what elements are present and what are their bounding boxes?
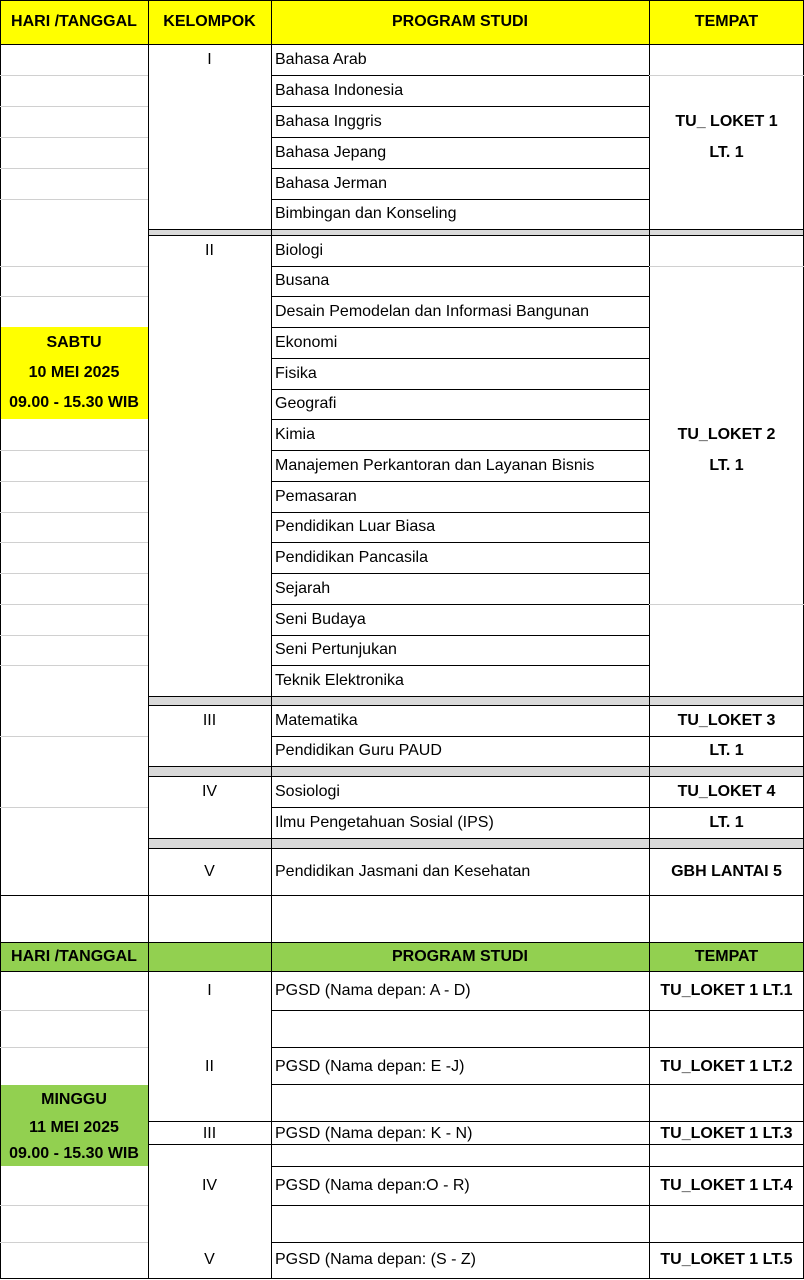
kelompok-cell: V [204, 862, 215, 880]
grid-line [271, 389, 649, 390]
grid-line [0, 0, 804, 1]
program-cell: Teknik Elektronika [275, 671, 404, 689]
grid-line [0, 44, 804, 45]
group-separator [148, 766, 804, 776]
grid-line [271, 665, 649, 666]
tempat-line2: LT. 1 [709, 813, 744, 831]
program-cell: Pendidikan Guru PAUD [275, 742, 442, 760]
kelompok-cell: III [202, 711, 217, 729]
program-cell: Bahasa Arab [275, 50, 367, 68]
tempat-line1: TU_ LOKET 1 [675, 113, 778, 130]
grid-line [148, 696, 804, 697]
grid-line [271, 807, 804, 808]
header2-tempat: TEMPAT [649, 942, 804, 971]
tempat-line1: TU_LOKET 2 [677, 426, 776, 443]
grid-line [271, 296, 649, 297]
grid-line [271, 512, 649, 513]
grid-line [0, 296, 148, 297]
program-cell: Bahasa Inggris [275, 112, 382, 130]
program-cell: Seni Budaya [275, 610, 366, 628]
tempat-cell: TU_LOKET 1 LT.2 [660, 1057, 793, 1075]
program-cell: Seni Pertunjukan [275, 641, 397, 659]
grid-line [271, 199, 649, 200]
grid-line [0, 481, 148, 482]
tempat-line1: TU_LOKET 4 [677, 782, 776, 800]
grid-line [0, 736, 148, 737]
grid-line [0, 1205, 148, 1206]
header2-hari-tanggal: HARI /TANGGAL [0, 942, 148, 971]
saturday-time: 09.00 - 15.30 WIB [9, 394, 139, 411]
sunday-day-cell [0, 1085, 148, 1166]
grid-line [649, 266, 804, 267]
grid-line [271, 1242, 804, 1243]
header-tempat: TEMPAT [649, 0, 804, 44]
grid-line [271, 1205, 804, 1206]
grid-line [0, 137, 148, 138]
kelompok-cell: IV [201, 1176, 218, 1194]
program-cell: Bahasa Jepang [275, 143, 387, 161]
tempat-line2: LT. 1 [709, 742, 744, 760]
program-cell: Busana [275, 272, 330, 290]
grid-line [148, 838, 804, 839]
tempat-cell: TU_LOKET 1 LT.5 [660, 1251, 793, 1269]
grid-line [0, 266, 148, 267]
program-cell: Sejarah [275, 579, 331, 597]
grid-line [0, 450, 148, 451]
grid-line [271, 450, 649, 451]
program-cell: PGSD (Nama depan: (S - Z) [275, 1251, 476, 1269]
tempat-line2: LT. 1 [709, 457, 744, 474]
grid-line [0, 942, 804, 943]
kelompok-cell: V [204, 1251, 215, 1269]
kelompok-cell: IV [201, 782, 218, 800]
grid-line [0, 573, 148, 574]
grid-line [0, 1010, 148, 1011]
grid-line [271, 327, 649, 328]
grid-line [271, 481, 649, 482]
program-cell: Bimbingan dan Konseling [275, 205, 457, 223]
tempat-line1: TU_LOKET 3 [677, 711, 776, 729]
grid-line [0, 604, 148, 605]
grid-line [271, 168, 649, 169]
tempat-cell: TU_LOKET 1 LT.3 [660, 1124, 793, 1142]
group-separator [148, 838, 804, 848]
program-cell: PGSD (Nama depan: K - N) [275, 1124, 473, 1142]
grid-line [271, 419, 649, 420]
grid-line [271, 75, 649, 76]
kelompok-cell: II [205, 1057, 214, 1075]
program-cell: Manajemen Perkantoran dan Layanan Bisnis [275, 456, 595, 474]
grid-line [271, 1047, 804, 1048]
saturday-date: 10 MEI 2025 [28, 364, 120, 381]
grid-line [649, 604, 804, 605]
tempat-cell [649, 419, 804, 481]
grid-line [148, 705, 804, 706]
program-cell: Pendidikan Jasmani dan Kesehatan [275, 862, 531, 880]
program-cell: Pendidikan Pancasila [275, 548, 428, 566]
grid-line [271, 573, 649, 574]
saturday-day-cell [0, 327, 148, 419]
tempat-cell: TU_LOKET 1 LT.4 [660, 1176, 793, 1194]
grid-line [271, 1166, 804, 1167]
grid-line [148, 776, 804, 777]
kelompok-cell: I [207, 982, 212, 1000]
grid-line [271, 635, 649, 636]
grid-line [271, 542, 649, 543]
grid-line [271, 736, 804, 737]
grid-line [148, 235, 804, 236]
grid-line [271, 0, 272, 1279]
grid-line [271, 266, 649, 267]
program-cell: Kimia [275, 425, 316, 443]
grid-line [0, 75, 148, 76]
grid-line [649, 0, 650, 1279]
tempat-cell: GBH LANTAI 5 [671, 862, 782, 880]
grid-line [0, 1242, 148, 1243]
header-kelompok: KELOMPOK [148, 0, 271, 44]
grid-line [0, 635, 148, 636]
tempat-cell [649, 106, 804, 168]
program-cell: PGSD (Nama depan: A - D) [275, 982, 471, 1000]
grid-line [148, 1121, 804, 1122]
grid-line [148, 766, 804, 767]
program-cell: Bahasa Indonesia [275, 81, 404, 99]
program-cell: Pendidikan Luar Biasa [275, 518, 436, 536]
program-cell: Geografi [275, 395, 337, 413]
program-cell: Sosiologi [275, 782, 340, 800]
grid-line [0, 1278, 804, 1279]
grid-line [0, 512, 148, 513]
grid-line [0, 1047, 148, 1048]
group-separator [148, 696, 804, 705]
grid-line [0, 971, 804, 972]
program-cell: PGSD (Nama depan:O - R) [275, 1176, 470, 1194]
grid-line [148, 0, 149, 1279]
grid-line [271, 1084, 804, 1085]
program-cell: Ekonomi [275, 333, 338, 351]
grid-line [649, 75, 804, 76]
tempat-cell: TU_LOKET 1 LT.1 [660, 982, 793, 1000]
sunday-date: 11 MEI 2025 [29, 1118, 119, 1136]
header-program-studi: PROGRAM STUDI [271, 0, 649, 44]
program-cell: Matematika [275, 711, 358, 729]
grid-line [0, 807, 148, 808]
grid-line [271, 358, 649, 359]
grid-line [271, 106, 649, 107]
saturday-day: SABTU [46, 334, 102, 351]
grid-line [0, 199, 148, 200]
grid-line [0, 542, 148, 543]
program-cell: Ilmu Pengetahuan Sosial (IPS) [275, 813, 494, 831]
grid-line [0, 168, 148, 169]
grid-line [0, 895, 804, 896]
tempat-line2: LT. 1 [709, 144, 744, 161]
kelompok-cell: II [205, 241, 214, 259]
program-cell: PGSD (Nama depan: E -J) [275, 1057, 465, 1075]
grid-line [0, 665, 148, 666]
program-cell: Fisika [275, 364, 317, 382]
header2-kelompok-blank [148, 942, 271, 971]
program-cell: Desain Pemodelan dan Informasi Bangunan [275, 302, 589, 320]
program-cell: Bahasa Jerman [275, 174, 388, 192]
sunday-day: MINGGU [41, 1090, 107, 1108]
header2-program-studi: PROGRAM STUDI [271, 942, 649, 971]
header-hari-tanggal: HARI /TANGGAL [0, 0, 148, 44]
grid-line [271, 137, 649, 138]
grid-line [0, 0, 1, 1279]
program-cell: Pemasaran [275, 487, 357, 505]
grid-line [148, 229, 804, 230]
grid-line [148, 848, 804, 849]
grid-line [148, 1144, 804, 1145]
kelompok-cell: III [202, 1124, 217, 1142]
grid-line [271, 1010, 804, 1011]
sunday-time: 09.00 - 15.30 WIB [9, 1144, 139, 1162]
grid-line [271, 604, 649, 605]
grid-line [0, 106, 148, 107]
program-cell: Biologi [275, 241, 324, 259]
kelompok-cell: I [207, 50, 212, 68]
